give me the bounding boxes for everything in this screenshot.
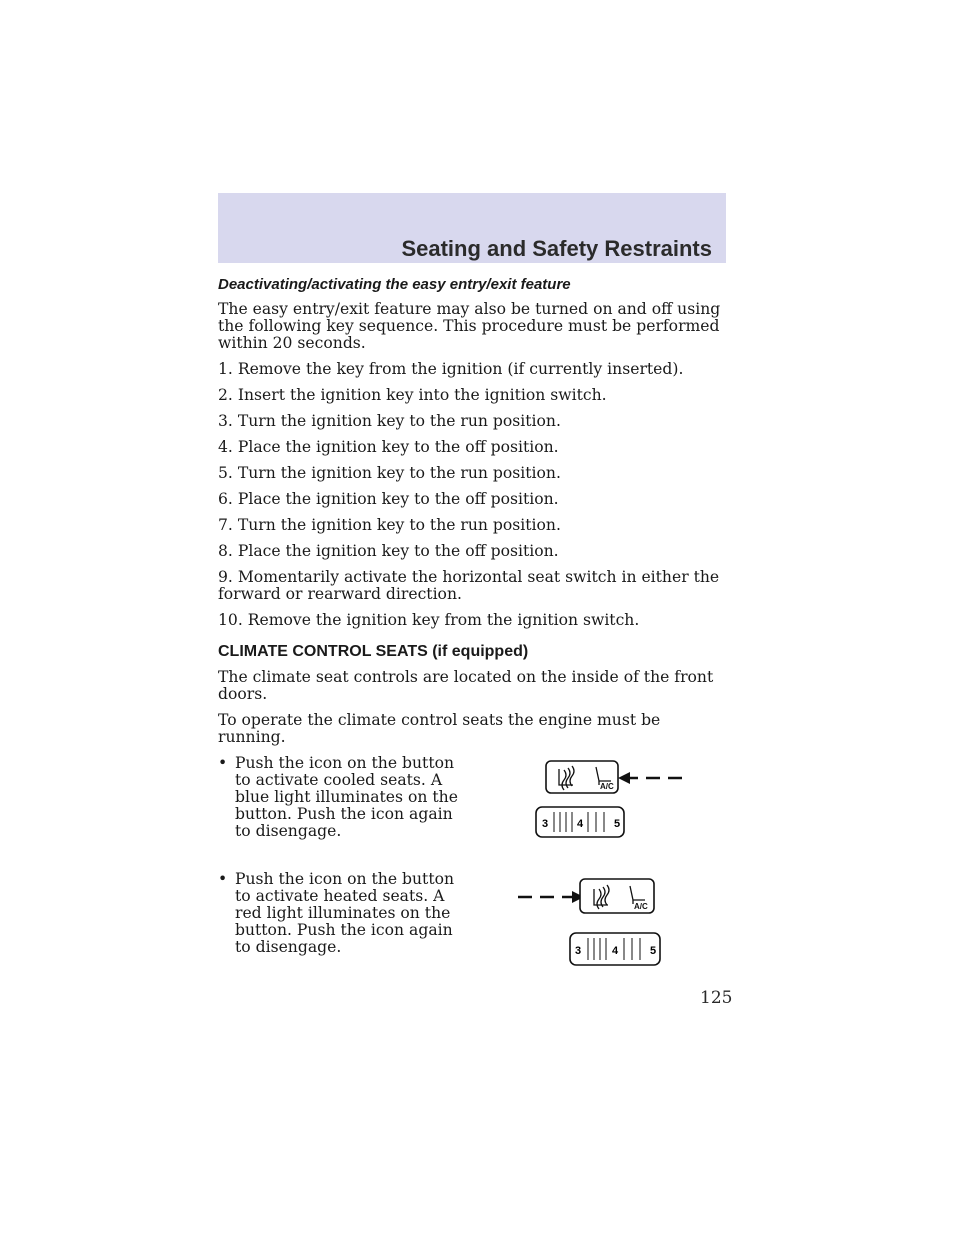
cooled-seat-diagram xyxy=(514,755,694,855)
scale-label-3: 3 xyxy=(575,945,582,957)
step-6: 6. Place the ignition key to the off position. xyxy=(218,490,559,508)
bullet-text-cooled: Push the icon on the button to activate cooled seats. A blue light illuminates on the button. Push the icon again to disengage. xyxy=(235,754,458,840)
intro-paragraph: The easy entry/exit feature may also be turned on and off using the following key sequence. This procedure must be performed within 20 seconds. xyxy=(218,300,721,352)
page-header-title: Seating and Safety Restraints xyxy=(401,236,712,261)
step-5: 5. Turn the ignition key to the run position. xyxy=(218,464,561,482)
scale-label-5: 5 xyxy=(650,945,657,957)
ac-label: A/C xyxy=(600,782,614,791)
bullet-heated-seats xyxy=(218,871,728,993)
page-number: 125 xyxy=(700,988,733,1008)
climate-paragraph-1: The climate seat controls are located on the inside of the front doors. xyxy=(218,668,714,703)
heated-seat-diagram xyxy=(514,877,684,981)
header-band xyxy=(218,193,726,263)
step-10: 10. Remove the ignition key from the ignition switch. xyxy=(218,611,640,629)
bullet-text-heated: Push the icon on the button to activate heated seats. A red light illuminates on the button. Push the icon again to disengage. xyxy=(235,870,455,956)
scale-label-5: 5 xyxy=(614,818,621,830)
step-9: 9. Momentarily activate the horizontal seat switch in either the forward or rearward direction. xyxy=(218,568,720,603)
scale-label-4: 4 xyxy=(612,945,619,957)
scale-label-3: 3 xyxy=(542,818,549,830)
bullet-glyph: • xyxy=(218,754,228,772)
bullet-glyph: • xyxy=(218,870,228,888)
section-subheading: Deactivating/activating the easy entry/exit feature xyxy=(218,276,571,293)
step-3: 3. Turn the ignition key to the run position. xyxy=(218,412,561,430)
step-8: 8. Place the ignition key to the off position. xyxy=(218,542,559,560)
scale-label-4: 4 xyxy=(577,818,584,830)
page-content xyxy=(218,276,728,993)
step-4: 4. Place the ignition key to the off position. xyxy=(218,438,559,456)
climate-paragraph-2: To operate the climate control seats the engine must be running. xyxy=(218,711,661,746)
step-7: 7. Turn the ignition key to the run position. xyxy=(218,516,561,534)
step-2: 2. Insert the ignition key into the ignition switch. xyxy=(218,386,607,404)
step-1: 1. Remove the key from the ignition (if currently inserted). xyxy=(218,360,684,378)
ac-label: A/C xyxy=(634,902,648,911)
arrow-head-icon xyxy=(618,772,630,784)
bullet-cooled-seats xyxy=(218,755,728,871)
section-title: CLIMATE CONTROL SEATS (if equipped) xyxy=(218,643,529,660)
